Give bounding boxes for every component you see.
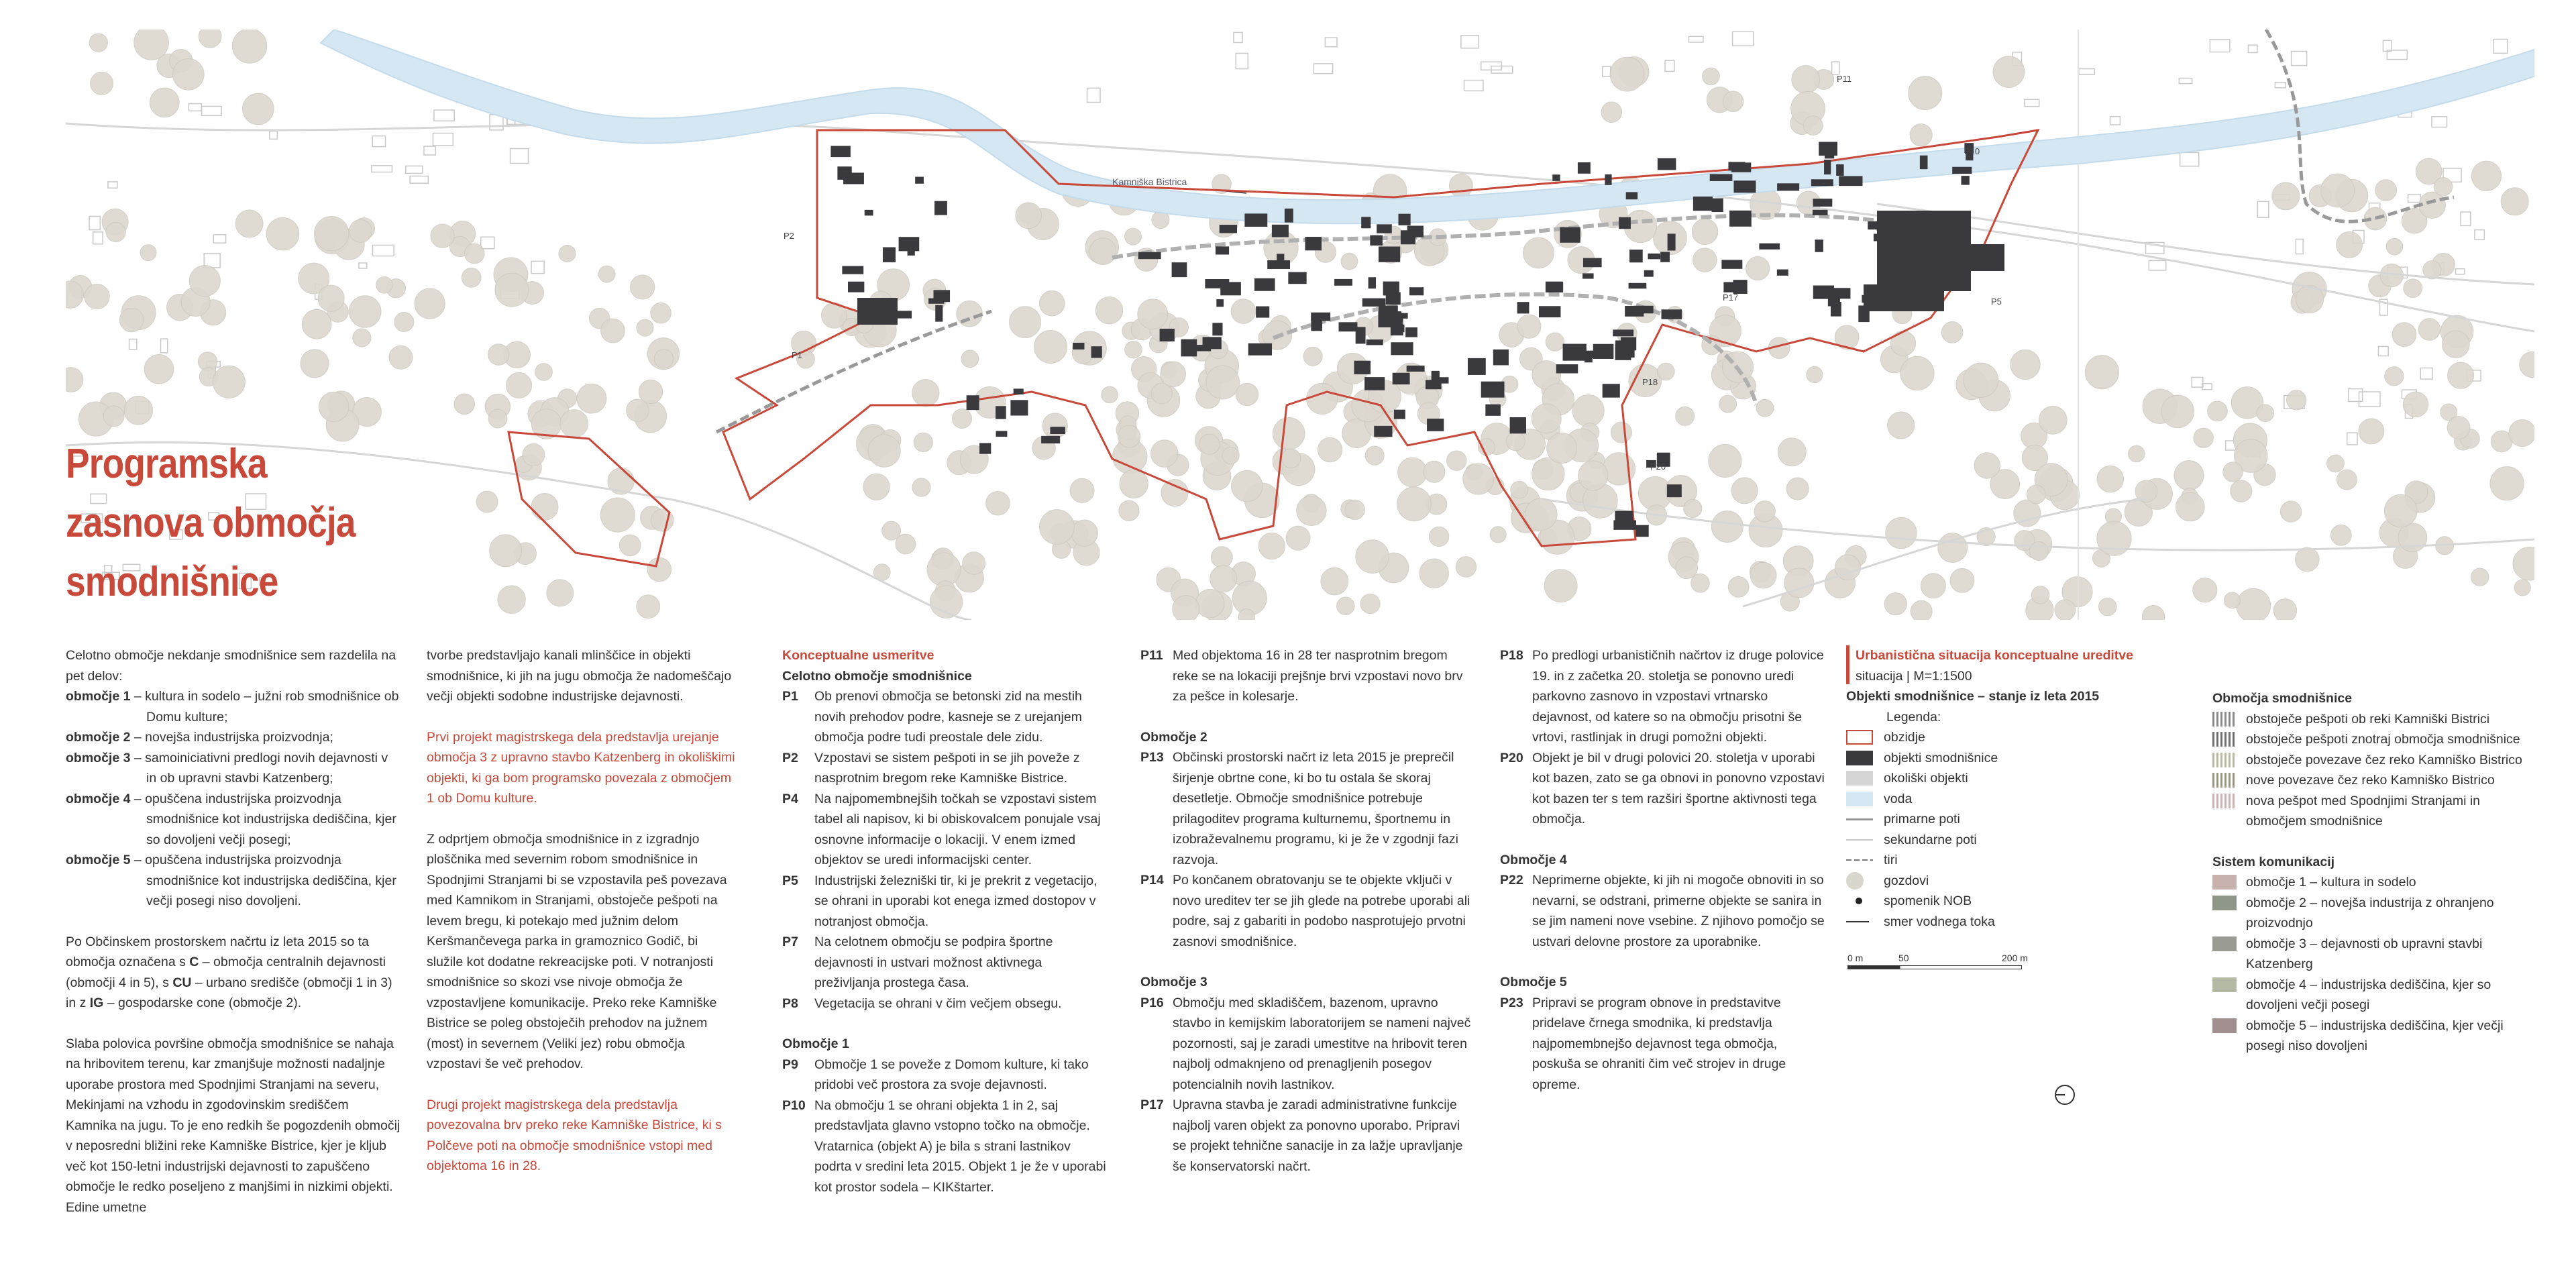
label-P18: P18	[1642, 377, 1658, 387]
rail-swatch-icon	[1846, 859, 1873, 861]
legend-item-wall	[1846, 727, 2182, 748]
legend-zones	[2212, 688, 2534, 1057]
concept-item	[1140, 747, 1476, 870]
legend-item-label: gozdovi	[1884, 873, 1929, 888]
zone3-items	[1140, 993, 1476, 1177]
legend-item-other	[1846, 768, 2182, 789]
concept-item	[1500, 993, 1829, 1095]
north-arrow-icon	[2051, 1081, 2078, 1108]
item-code: P18	[1500, 648, 1523, 663]
concept-item	[782, 994, 1111, 1014]
water-swatch-icon	[1846, 792, 1873, 806]
sec-swatch-icon	[1846, 839, 1873, 841]
zone-text: – kultura in sodelo – južni rob smodnišnice ob Domu kulture;	[130, 689, 399, 724]
text-column-3	[782, 645, 1111, 1197]
river-label: Kamniška Bistrica	[1112, 176, 1187, 187]
item-text: Na območju 1 se ohrani objekta 1 in 2, saj predstavljata glavno vstopno točko na območje. Vratarnica (objekt A) je bila s strani lastnikov podrta v sredini leta 2015. Objekt 1 je že v uporabi kot prostor sodela – KIKštarter.	[814, 1097, 1106, 1195]
color-swatch-icon	[2212, 794, 2237, 808]
site-plan-svg	[66, 30, 2534, 620]
legend-item-prim	[1846, 809, 2182, 830]
col5-items	[1500, 645, 1829, 830]
legend-color-item	[2212, 791, 2534, 832]
item-text: Na najpomembnejših točkah se vzpostavi sistem tabel ali napisov, ki bi obiskovalcem ponujale vsaj osnovne informacije o lokaciji. V enem izmed objektov se uredi informacijski center.	[814, 791, 1101, 867]
comm-legend-title: Sistem komunikacij	[2212, 854, 2335, 869]
legend-item-label: voda	[1884, 791, 1913, 806]
zone-text: – opuščena industrijska proizvodnja smodnišnice kot industrijska dediščina, kjer so dovoljeni večji posegi;	[130, 791, 396, 847]
legend-color-label: območje 2 – novejša industrija z ohranjeno proizvodnjo	[2246, 895, 2494, 930]
color-swatch-icon	[2212, 896, 2237, 910]
zone-definition	[66, 850, 401, 912]
item-code: P7	[782, 934, 798, 949]
color-swatch-icon	[2212, 732, 2237, 747]
legend-color-item	[2212, 709, 2534, 730]
color-swatch-icon	[2212, 753, 2237, 767]
zone-definition	[66, 727, 401, 748]
col4-items	[1140, 645, 1476, 707]
zones-legend-rows	[2212, 709, 2534, 832]
concept-item	[782, 748, 1111, 789]
zone1-items	[782, 1055, 1111, 1198]
comm-legend-rows	[2212, 872, 2534, 1057]
legend-item-label: obzidje	[1884, 730, 1925, 745]
zone5-heading: Območje 5	[1500, 975, 1567, 989]
label-P10: P10	[1964, 146, 1980, 156]
col2-paragraph-3: Z odprtjem območja smodnišnice in z izgradnjo ploščnika med severnim robom smodnišnice in Spodnjimi Stranjami bi se vzpostavila peš povezava med Kamnikom in Stranjami, obstoječe pešpoti na levem bregu, ki potekajo med južnim delom Keršmančevega parka in gramoznico Godič, bi služile kot dodatne rekreacijske poti. V notranjosti smodnišnice so skozi vse nivoje območja že vzpostavljene komunikacije. Preko reke Kamniške Bistrice se poleg obstoječih prehodov na južnem (most) in severnem (Veliki jez) robu območja vzpostavi še več prehodov.	[427, 831, 727, 1071]
legend-accent-bar	[1846, 645, 1849, 684]
legend-item-tree	[1846, 871, 2182, 892]
zones-intro	[66, 645, 401, 912]
concept-subheading: Celotno območje smodnišnice	[782, 668, 972, 684]
page-title	[66, 435, 366, 612]
legend-item-label: spomenik NOB	[1884, 894, 1972, 908]
concept-items	[782, 686, 1111, 1014]
zone-definition	[66, 789, 401, 851]
wall-swatch-icon	[1846, 730, 1873, 745]
dot-swatch-icon	[1856, 898, 1862, 904]
legend-title: Urbanistična situacija konceptualne ureditve	[1856, 648, 2133, 663]
legend	[1846, 645, 2182, 988]
color-swatch-icon	[2212, 936, 2237, 951]
item-text: Objekt je bil v drugi polovici 20. stoletja v uporabi kot bazen, zato se ga obnovi in ponovno vzpostavi kot bazen ter s tem razširi športne aktivnosti tega območja.	[1532, 750, 1825, 826]
legend-item-dot	[1846, 891, 2182, 912]
legend-color-label: območje 4 – industrijska dediščina, kjer so dovoljeni večji posegi	[2246, 977, 2491, 1012]
title-line-3: smodnišnice	[66, 559, 278, 605]
concept-item	[1500, 870, 1829, 952]
concept-item	[1500, 748, 1829, 830]
legend-item-label: okoliški objekti	[1884, 771, 1968, 786]
item-text: Upravna stavba je zaradi administrativne funkcije najbolj varen objekt za ponovno uporabo. Pripravi se projekt tehnične sanacije in za lažje upravljanje še konservatorski načrt.	[1173, 1097, 1463, 1174]
item-code: P20	[1500, 750, 1523, 765]
legend-heading: Objekti smodnišnice – stanje iz leta 2015	[1846, 689, 2100, 704]
zone3-heading: Območje 3	[1140, 975, 1208, 989]
legend-item-label: tiri	[1884, 853, 1898, 867]
item-text: Vzpostavi se sistem pešpoti in se jih poveže z nasprotnim bregom reke Kamniške Bistrice.	[814, 750, 1080, 786]
item-code: P23	[1500, 995, 1523, 1010]
legend-item-sec	[1846, 830, 2182, 851]
label-P2: P2	[784, 231, 794, 241]
legend-color-label: območje 3 – dejavnosti ob upravni stavbi Katzenberg	[2246, 936, 2483, 971]
legend-color-item	[2212, 893, 2534, 934]
legend-color-item	[2212, 729, 2534, 750]
text-column-5	[1500, 645, 1829, 1095]
legend-color-item	[2212, 770, 2534, 791]
legend-item-arrow	[1846, 912, 2182, 932]
first-project-paragraph: Prvi projekt magistrskega dela predstavlja urejanje območja 3 z upravno stavbo Katzenberg in okoliškimi objekti, ki ga bom programsko povezala z območjem 1 ob Domu kulture.	[427, 729, 735, 806]
item-text: Vegetacija se ohrani v čim večjem obsegu.	[814, 996, 1062, 1011]
legend-color-item	[2212, 750, 2534, 771]
concept-item	[1140, 1095, 1476, 1177]
tree-swatch-icon	[1846, 872, 1864, 890]
concept-item	[782, 686, 1111, 748]
legend-item-label: primarne poti	[1884, 812, 1960, 826]
zone-text: – samoiniciativni predlogi novih dejavnosti v in ob upravni stavbi Katzenberg;	[130, 750, 388, 786]
legend-color-label: obstoječe povezave čez reko Kamniško Bistrico	[2246, 752, 2522, 767]
legend-color-label: območje 5 – industrijska dediščina, kjer večji posegi niso dovoljeni	[2246, 1018, 2504, 1053]
item-code: P2	[782, 750, 798, 765]
forest-areas	[66, 30, 2534, 620]
item-text: Po predlogi urbanističnih načrtov iz druge polovice 19. in z začetka 20. stoletja se ponovno uredi parkovno zasnovo in vzpostavi vrtnarsko dejavnost, od katere so na območju prisotni še vrtovi, rastlinjak in drugi pomožni objekti.	[1532, 648, 1824, 745]
color-swatch-icon	[2212, 773, 2237, 788]
item-code: P17	[1140, 1097, 1164, 1112]
zone-text: – novejša industrijska proizvodnja;	[130, 730, 333, 745]
color-swatch-icon	[2212, 977, 2237, 992]
item-code: P16	[1140, 995, 1164, 1010]
concept-item	[1140, 870, 1476, 952]
label-P5: P5	[1991, 297, 2002, 307]
item-code: P11	[1140, 648, 1163, 663]
zone2-heading: Območje 2	[1140, 729, 1208, 745]
concept-heading: Konceptualne usmeritve	[782, 648, 934, 663]
site-plan-map[interactable]	[66, 30, 2534, 620]
second-project-paragraph: Drugi projekt magistrskega dela predstavlja povezovalna brv preko reke Kamniške Bistrice, ki s Polčeve poti na območje smodnišnice vstopi med objektoma 16 in 28.	[427, 1097, 722, 1173]
legend-color-item	[2212, 1016, 2534, 1057]
zone-definition	[66, 686, 401, 727]
legend-item-label: sekundarne poti	[1884, 832, 1977, 847]
zone5-items	[1500, 993, 1829, 1095]
item-code: P14	[1140, 873, 1164, 888]
legend-label: Legenda:	[1886, 709, 1941, 724]
label-P11: P11	[1837, 74, 1852, 84]
item-text: Med objektoma 16 in 28 ter nasprotnim bregom reke se na lokaciji prejšnje brvi vzpostavi novo brv za pešce in kolesarje.	[1173, 648, 1463, 704]
item-code: P13	[1140, 750, 1164, 765]
zone-definition	[66, 748, 401, 789]
item-text: Občinski prostorski načrt iz leta 2015 je preprečil širjenje obrtne cone, ki bo tu ostala še skoraj desetletje. Območje smodnišnice potrebuje prilagoditev programa kulturnemu, športnemu in izobraževalnemu programu, ki je že v zgodnji fazi razvoja.	[1173, 750, 1458, 867]
text-column-1	[66, 645, 401, 1238]
item-text: Pripravi se program obnove in predstavitve pridelave črnega smodnika, ki predstavlja najpomembnejšo dejavnost tega območja, poskuša se ohraniti čim več strojev in druge opreme.	[1532, 995, 1786, 1092]
zone-key: območje 1	[66, 689, 131, 704]
zones-list	[66, 686, 401, 912]
zone4-items	[1500, 870, 1829, 952]
legend-subtitle: situacija | M=1:1500	[1856, 668, 1972, 684]
scale-bar: 0 m 50 200 m	[1846, 948, 2034, 988]
arrow-swatch-icon	[1846, 921, 1869, 922]
concept-item	[1140, 993, 1476, 1095]
item-text: Na celotnem območju se podpira športne dejavnosti in ustvari možnost aktivnega preživljanja prostega časa.	[814, 934, 1053, 990]
item-text: Ob prenovi območja se betonski zid na mestih novih prehodov podre, kasneje se z urejanjem območja podre tudi preostale dele zidu.	[814, 689, 1082, 745]
text-column-2	[427, 645, 735, 1197]
zone-key: območje 3	[66, 750, 131, 765]
concept-item	[1140, 645, 1476, 707]
legend-color-label: obstoječe pešpoti ob reki Kamniški Bistrici	[2246, 711, 2490, 727]
concept-item	[1500, 645, 1829, 748]
item-text: Neprimerne objekte, ki jih ni mogoče obnoviti in so nevarni, se odstrani, primerne objekte se sanira in se jim nameni nove vsebine. Z njihovo pomočjo se ustvari delovne prostore za uporabnike.	[1532, 873, 1825, 949]
zone-key: območje 5	[66, 853, 131, 867]
item-text: Po končanem obratovanju se te objekte vključi v novo ureditev ter se jih glede na potrebe uporabi ali podre, saj z gabariti in podobo nasprotujejo prvotni zasnovi smodnišnice.	[1173, 873, 1470, 949]
item-text: Območje 1 se poveže z Domom kulture, ki tako pridobi več prostora za svoje dejavnosti.	[814, 1057, 1089, 1092]
concept-item	[782, 871, 1111, 932]
item-text: Industrijski železniški tir, ki je prekrit z vegetacijo, se ohrani in uporabi kot enega izmed dostopov v notranjost območja.	[814, 873, 1097, 929]
title-line-1: Programska	[66, 441, 267, 487]
item-code: P8	[782, 996, 798, 1011]
text-column-4	[1140, 645, 1476, 1177]
color-swatch-icon	[2212, 875, 2237, 890]
title-line-2: zasnova območja	[66, 500, 356, 546]
bldg-swatch-icon	[1846, 751, 1873, 765]
item-code: P4	[782, 791, 798, 806]
legend-color-label: nova pešpot med Spodnjimi Stranjami in območjem smodnišnice	[2246, 793, 2481, 828]
zones-intro-text: Celotno območje nekdanje smodnišnice sem razdelila na pet delov:	[66, 648, 396, 684]
legend-color-label: nove povezave čez reko Kamniško Bistrico	[2246, 773, 2495, 788]
legend-color-label: območje 1 – kultura in sodelo	[2246, 875, 2416, 890]
item-code: P9	[782, 1057, 798, 1072]
item-code: P1	[782, 689, 798, 704]
label-P20: P20	[1650, 462, 1666, 472]
item-text: Območju med skladiščem, bazenom, upravno stavbo in kemijskim laboratorijem se nameni največ pozornosti, saj je zaradi umestitve na hribovit teren najbolj odmaknjeno od prenagljenih posegov potencialnih novih lastnikov.	[1173, 995, 1471, 1092]
zone2-items	[1140, 747, 1476, 952]
zone1-heading: Območje 1	[782, 1036, 849, 1051]
item-code: P10	[782, 1097, 806, 1113]
concept-item	[782, 1055, 1111, 1095]
legend-rows	[1846, 727, 2182, 932]
zones-legend-title: Območja smodnišnice	[2212, 691, 2353, 706]
legend-color-item	[2212, 934, 2534, 975]
concept-item	[782, 789, 1111, 871]
col2-paragraph-1: tvorbe predstavljajo kanali mlinščice in objekti smodnišnice, ki jih na jugu območja že nadomeščajo večji objekti sodobne industrijske dejavnosti.	[427, 648, 732, 704]
legend-item-label: objekti smodnišnice	[1884, 750, 1998, 765]
zone4-heading: Območje 4	[1500, 852, 1567, 867]
other-swatch-icon	[1846, 771, 1873, 786]
item-code: P22	[1500, 873, 1523, 888]
label-P1: P1	[792, 350, 802, 360]
item-code: P5	[782, 873, 798, 888]
color-swatch-icon	[2212, 1018, 2237, 1033]
concept-item	[782, 1095, 1111, 1198]
legend-color-item	[2212, 975, 2534, 1016]
legend-item-water	[1846, 789, 2182, 810]
color-swatch-icon	[2212, 712, 2237, 727]
legend-color-item	[2212, 872, 2534, 893]
legend-color-label: obstoječe pešpoti znotraj območja smodnišnice	[2246, 732, 2520, 747]
legend-item-rail	[1846, 850, 2182, 871]
legend-item-label: smer vodnega toka	[1884, 914, 1995, 929]
opn-paragraph: Po Občinskem prostorskem načrtu iz leta 2015 so ta območja označena s C – območja centralnih dejavnosti (območji 4 in 5), s CU – urbano središče (območji 1 in 3) in z IG – gospodarske cone (območje 2).	[66, 934, 392, 1010]
terrain-paragraph: Slaba polovica površine območja smodnišnice se nahaja na hribovitem terenu, kar zmanjšuje možnosti nadaljnje uporabe prostora med Spodnjimi Stranjami na severu, Mekinjami na vzhodu in zgodovinskim središčem Kamnika na jugu. To je eno redkih še pogozdenih območij v neposredni bližini reke Kamniške Bistrice, kjer je kljub več kot 150-letni industrijski dejavnosti to zapuščeno območje le redko poseljeno z manjšimi in nizkimi objekti. Edine umetne	[66, 1036, 400, 1215]
concept-item	[782, 932, 1111, 994]
legend-item-bldg	[1846, 748, 2182, 769]
zone-text: – opuščena industrijska proizvodnja smodnišnice kot industrijska dediščina, kjer večji posegi niso dovoljeni.	[130, 853, 396, 908]
zone-key: območje 4	[66, 791, 131, 806]
label-P17: P17	[1723, 292, 1739, 303]
prim-swatch-icon	[1846, 818, 1873, 820]
zone-key: območje 2	[66, 730, 131, 745]
